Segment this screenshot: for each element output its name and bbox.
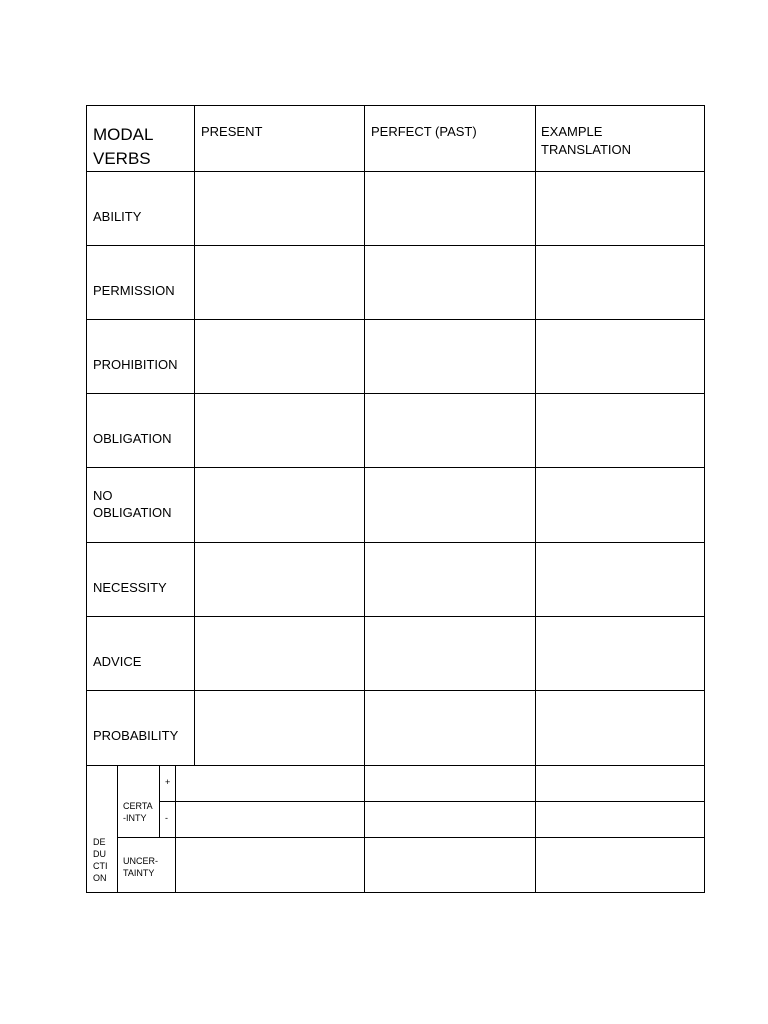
header-modal-verbs-line2: VERBS: [93, 149, 151, 168]
deduction-label-4: ON: [93, 873, 107, 883]
col-divider: [175, 765, 176, 893]
deduction-label-1: DE: [93, 837, 106, 847]
row-label-no-obligation-line2: OBLIGATION: [93, 505, 172, 520]
uncertainty-label-line2: TAINTY: [123, 868, 155, 878]
col-divider: [159, 765, 160, 838]
row-divider: [86, 467, 705, 468]
row-label-obligation: OBLIGATION: [93, 431, 172, 446]
row-divider: [86, 393, 705, 394]
row-divider: [86, 690, 705, 691]
col-divider: [194, 105, 195, 766]
col-divider: [117, 765, 118, 893]
row-label-probability: PROBABILITY: [93, 728, 179, 743]
table-border-right: [704, 105, 705, 893]
row-divider: [86, 245, 705, 246]
certainty-minus-sign: -: [165, 813, 168, 823]
row-label-ability: ABILITY: [93, 209, 142, 224]
row-divider: [117, 837, 705, 838]
row-divider: [86, 765, 705, 766]
row-divider: [86, 319, 705, 320]
row-label-permission: PERMISSION: [93, 283, 175, 298]
modal-verbs-table: [86, 105, 705, 893]
header-modal-verbs-line1: MODAL: [93, 125, 154, 144]
row-divider: [159, 801, 705, 802]
row-divider: [86, 616, 705, 617]
deduction-label-3: CTI: [93, 861, 108, 871]
header-perfect-past: PERFECT (PAST): [371, 124, 477, 139]
table-border-top: [86, 105, 705, 106]
header-example-line1: EXAMPLE: [541, 124, 603, 139]
row-label-prohibition: PROHIBITION: [93, 357, 178, 372]
col-divider: [364, 105, 365, 893]
row-label-necessity: NECESSITY: [93, 580, 167, 595]
table-border-bottom: [86, 892, 705, 893]
row-divider: [86, 542, 705, 543]
header-present: PRESENT: [201, 124, 263, 139]
col-divider: [535, 105, 536, 893]
header-example-line2: TRANSLATION: [541, 142, 632, 157]
row-label-no-obligation-line1: NO: [93, 488, 113, 503]
certainty-plus-sign: +: [165, 777, 171, 787]
certainty-label-line1: CERTA: [123, 801, 153, 811]
certainty-label-line2: -INTY: [123, 813, 147, 823]
row-divider: [86, 171, 705, 172]
table-border-left: [86, 105, 87, 893]
deduction-label-2: DU: [93, 849, 106, 859]
uncertainty-label-line1: UNCER-: [123, 856, 158, 866]
row-label-advice: ADVICE: [93, 654, 142, 669]
